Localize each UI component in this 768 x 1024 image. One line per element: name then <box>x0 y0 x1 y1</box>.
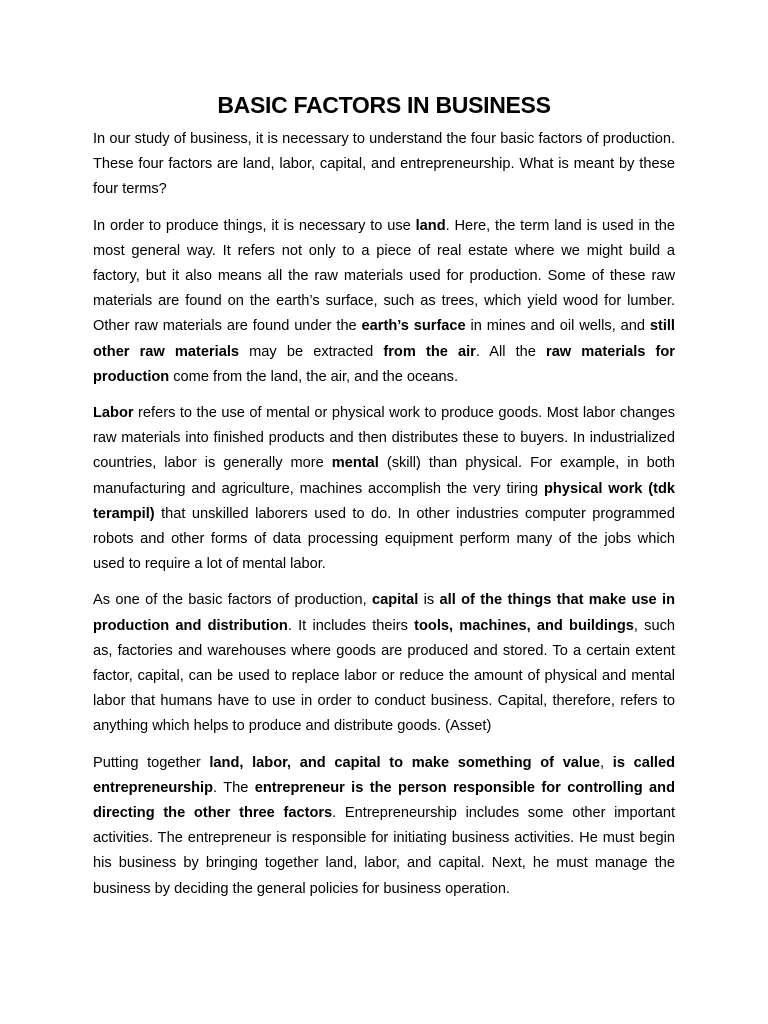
bold-text-run: land <box>415 217 446 234</box>
paragraph-entrepreneurship <box>93 751 675 902</box>
text-run: Putting together <box>93 754 210 771</box>
bold-text-run: is called entrepreneurship <box>93 754 675 796</box>
bold-text-run: land, labor, and capital to make something of value <box>209 754 601 771</box>
text-run: in mines and oil wells, and <box>465 318 650 335</box>
text-run: , such as, factories and warehouses where goods are produced and stored. To a certain extent factor, capital, can be used to replace labor or reduce the amount of physical and mental labor that humans have to use in order to conduct business. Capital, therefore, refers to anything which helps to produce and distribute goods. (Asset) <box>93 617 675 735</box>
bold-text-run: capital <box>372 592 419 609</box>
text-run: . It includes theirs <box>287 617 415 634</box>
text-run: . Entrepreneurship includes some other important activities. The entrepreneur is responsible for initiating business activities. He must begin his business by bringing together land, labor, and capital. Next, he must manage the business by deciding the general policies for business operation. <box>93 805 675 897</box>
text-run: . All the <box>475 343 547 360</box>
bold-text-run: raw materials for production <box>93 343 675 385</box>
paragraph-labor <box>93 401 675 577</box>
text-run: may be extracted <box>239 343 384 360</box>
text-run: In our study of business, it is necessary to understand the four basic factors of production. These four factors are land, labor, capital, and entrepreneurship. What is meant by these four terms? <box>93 131 675 198</box>
text-run: As one of the basic factors of production, <box>93 592 373 609</box>
bold-text-run: mental <box>331 455 379 472</box>
paragraph-land <box>93 214 675 390</box>
text-run: that unskilled laborers used to do. In other industries computer programmed robots and other forms of data processing equipment perform many of the jobs which used to require a lot of mental labor. <box>93 505 675 573</box>
bold-text-run: physical work (tdk terampil) <box>93 480 675 522</box>
bold-text-run: all of the things that make use in production and distribution <box>93 592 675 634</box>
text-run: . The <box>213 779 255 796</box>
bold-text-run: still other raw materials <box>93 318 675 360</box>
text-run: come from the land, the air, and the oceans. <box>169 368 459 385</box>
paragraph-capital <box>93 588 675 739</box>
bold-text-run: entrepreneur is the person responsible for controlling and directing the other three factors <box>93 779 675 822</box>
text-run: refers to the use of mental or physical work to produce goods. Most labor changes raw materials into finished products and then distributes these to buyers. In industrialized countries, labor is generally more <box>93 405 675 472</box>
text-run: (skill) than physical. For example, in both manufacturing and agriculture, machines accomplish the very tiring <box>93 455 675 497</box>
bold-text-run: earth’s surface <box>361 318 466 335</box>
bold-text-run: Labor <box>93 405 134 422</box>
text-run: is <box>418 592 440 609</box>
text-run: In order to produce things, it is necessary to use <box>93 217 416 234</box>
bold-text-run: tools, machines, and buildings <box>414 617 634 634</box>
document-body <box>93 127 675 913</box>
document-title: BASIC FACTORS IN BUSINESS <box>217 92 551 118</box>
bold-text-run: from the air <box>383 343 476 360</box>
text-run: . Here, the term land is used in the most general way. It refers not only to a piece of real estate where we might build a factory, but it also means all the raw materials used for production. Some of these raw materials are found on the earth’s surface, such as trees, which yield wood for lumber. Other raw materials are found under the <box>93 217 675 335</box>
text-run: , <box>600 754 613 771</box>
paragraph-intro <box>93 127 675 203</box>
